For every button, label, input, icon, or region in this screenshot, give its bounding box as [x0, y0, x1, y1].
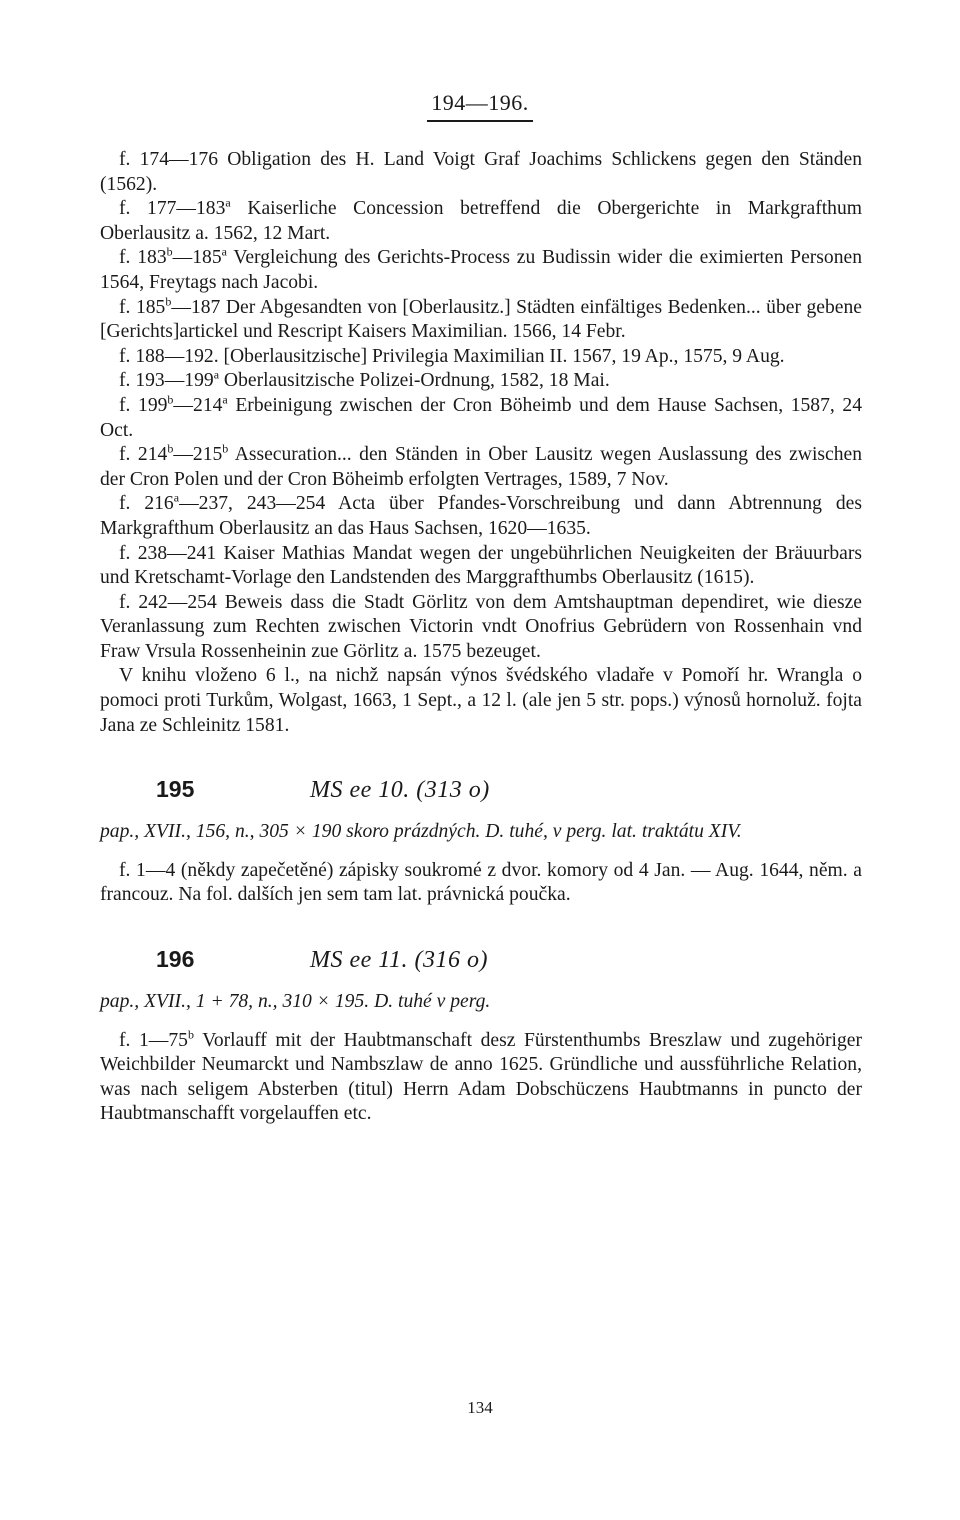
item-paragraph — [100, 394, 862, 443]
note-text: V knihu vloženo 6 l., na nichž napsán výnos švédského vladaře v Pomoří hr. Wrangla o pomoci proti Turkům, Wolgast, 1663, 1 Sept., a 12 l. (ale jen 5 str. pops.) výnosů hornoluž. fojta Jana ze Schleinitz 1581. — [100, 665, 862, 736]
item-text: Assecuration... den Ständen in Ober Lausitz wegen Auslassung des zwischen der Cron Polen und der Cron Böheimb erfolgten Vertrages, 1589, 7 Nov. — [100, 444, 862, 490]
folio-ref: f. 174—176 — [119, 149, 218, 170]
entry-196-text — [100, 1029, 862, 1127]
entry-194-items — [100, 148, 862, 738]
item-text: Vergleichung des Gerichts-Process zu Budissin wider die eximierten Personen 1564, Freytags nach Jacobi. — [100, 247, 863, 293]
page-number: 134 — [467, 1398, 493, 1417]
folio-sup: b — [167, 392, 174, 407]
item-text: Kaiserliche Concession betreffend die Obergerichte in Markgrafthum Oberlausitz a. 1562, 12 Mart. — [100, 198, 862, 244]
folio-sup: b — [187, 1027, 194, 1042]
folio-ref: f. 1—75 — [119, 1029, 188, 1051]
entry-number: 196 — [156, 946, 195, 973]
folio-ref: f. 188—192. — [119, 345, 219, 367]
folio-sup-end: a — [222, 392, 228, 407]
item-text: Beweis dass die Stadt Görlitz von dem Amtshauptman dependiret, wie diesze Veranlassung zum Rechten zwischen Victorin vndt Onofrius Gebrüdern von Rossenhain vnd Fraw Vrsula Rossenheinin zue Görlitz a. 1575 bezeuget. — [100, 591, 862, 662]
item-paragraph — [100, 148, 862, 197]
entry-signature: MS ee 10. (313 o) — [310, 777, 490, 804]
item-paragraph — [100, 542, 862, 591]
item-text: Vorlauff mit der Haubtmanschaft desz Fürstenthumbs Breszlaw und zugehöriger Weichbilder Neumarckt und Nambszlaw de anno 1625. Gründliche und aussführliche Relation, was nach seligem Absterben (titul) Herrn Adam Dobschüczens Haubtmanns in puncto der Haubtmanschafft vorgelauffen etc. — [100, 1029, 862, 1125]
folio-ref: f. 214 — [119, 444, 168, 466]
folio-sup-end: b — [222, 441, 229, 456]
entry-196-heading — [100, 946, 862, 974]
running-head — [0, 90, 960, 122]
folio-ref-end: —185 — [172, 247, 222, 269]
entry-195-text: f. 1—4 (někdy zapečetěné) zápisky soukromé z dvor. komory od 4 Jan. — Aug. 1644, něm. a francouz. Na fol. dalších jen sem tam lat. právnická poučka. — [100, 859, 862, 906]
entry-195-description: pap., XVII., 156, n., 305 × 190 skoro prázdných. D. tuhé, v perg. lat. traktátu XIV. — [100, 821, 742, 843]
entry-number: 195 — [156, 776, 195, 803]
item-paragraph — [100, 443, 862, 492]
item-paragraph — [100, 197, 862, 246]
folio-ref-end: —214 — [173, 394, 223, 416]
folio-sup: a — [213, 367, 220, 382]
note-paragraph — [100, 664, 862, 738]
item-paragraph — [100, 246, 862, 295]
item-paragraph — [100, 345, 862, 370]
folio-ref: f. 216 — [119, 493, 174, 515]
folio-ref: f. 177—183 — [119, 198, 226, 220]
item-text: [Oberlausitzische] Privilegia Maximilian II. 1567, 19 Ap., 1575, 9 Aug. — [218, 345, 785, 367]
folio-sup: a — [225, 195, 231, 210]
item-text: Oberlausitzische Polizei-Ordnung, 1582, 18 Mai. — [219, 370, 610, 392]
folio-sup: b — [166, 244, 173, 259]
folio-ref: f. 238—241 — [119, 542, 217, 564]
item-text: Kaiser Mathias Mandat wegen der ungebührlichen Neuigkeiten der Bräuurbars und Kretschamt-Vorlage den Landstenden des Marggrafthumbs Oberlausitz (1615). — [100, 542, 862, 589]
folio-sup: a — [173, 490, 180, 505]
item-text: Erbeinigung zwischen der Cron Böheimb und dem Hause Sachsen, 1587, 24 Oct. — [100, 394, 862, 441]
folio-ref: f. 183 — [119, 247, 167, 269]
folio-ref: f. 199 — [119, 394, 168, 416]
item-paragraph — [100, 492, 862, 541]
item-paragraph — [100, 369, 862, 394]
entry-196-description: pap., XVII., 1 + 78, n., 310 × 195. D. tuhé v perg. — [100, 991, 491, 1013]
item-text: —237, 243—254 Acta über Pfandes-Vorschreibung und dann Abtrennung des Markgrafthum Oberlausitz an das Haus Sachsen, 1620—1635. — [100, 493, 862, 539]
folio-sup: b — [167, 441, 174, 456]
folio-ref: f. 193—199 — [119, 370, 214, 392]
item-paragraph — [100, 296, 862, 345]
running-head-text: 194—196. — [427, 90, 533, 122]
entry-signature: MS ee 11. (316 o) — [310, 947, 488, 974]
text-body — [100, 148, 862, 1127]
folio-sup-end: a — [221, 244, 227, 259]
item-text: —187 Der Abgesandten von [Oberlausitz.] Städten einfältiges Bedenken... über gebene [Gerichts]artickel und Rescript Kaisers Maximilian. 1566, 14 Febr. — [100, 296, 862, 343]
entry-195-heading — [100, 776, 862, 804]
folio-ref-end: —215 — [173, 444, 223, 466]
folio-ref: f. 185 — [119, 296, 166, 318]
item-text: Obligation des H. Land Voigt Graf Joachims Schlickens gegen den Ständen (1562). — [100, 149, 862, 195]
folio-ref: f. 242—254 — [119, 591, 217, 613]
item-paragraph — [100, 591, 862, 665]
folio-sup: b — [165, 294, 172, 309]
